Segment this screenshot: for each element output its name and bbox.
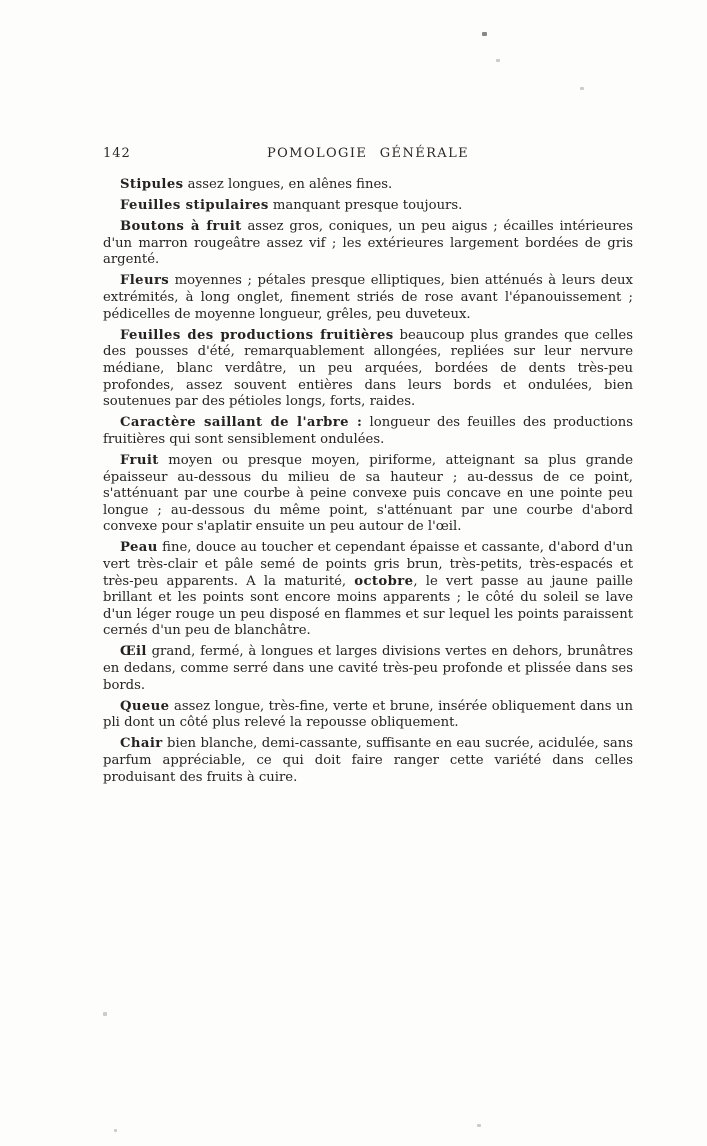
paragraph-text: assez longue, très-fine, verte et brune, insérée obliquement dans un pli dont un côté plus relevé la repousse obliquement. [103, 698, 633, 731]
paragraph [103, 736, 633, 786]
paragraph [103, 540, 633, 640]
paragraph-text: fine, douce au toucher et cependant épaisse et cassante, d'abord d'un vert très-clair et pâle semé de points gris brun, très-petits, très-espacés et très-peu apparents. A la maturité, [103, 540, 633, 589]
scan-speck [496, 59, 500, 62]
paragraph-text: , le vert passe au jaune paille brillant et les points sont encore moins apparents ; le côté du soleil se lave d'un léger rouge un peu disposé en flammes et sur lequel les points paraissent cernés d'un peu de blanchâtre. [103, 573, 633, 639]
paragraph-lead: Feuilles des productions fruitières [120, 327, 394, 343]
paragraph [103, 219, 633, 269]
paragraph-text: manquant presque toujours. [268, 198, 463, 214]
paragraph-lead: Stipules [120, 177, 184, 192]
paragraph [103, 699, 633, 732]
paragraph-lead: Boutons à fruit [120, 219, 242, 235]
paragraph-lead: Peau [120, 540, 158, 556]
paragraph [103, 415, 633, 448]
paragraph-lead: Fleurs [120, 273, 170, 289]
scan-speck [482, 32, 487, 36]
paragraph [103, 453, 633, 536]
page-header [103, 146, 633, 163]
page-number: 142 [103, 146, 131, 161]
page-text [103, 177, 633, 791]
paragraph-lead: octobre [354, 573, 414, 589]
paragraph-lead: Œil [120, 644, 147, 660]
paragraph-text: grand, fermé, à longues et larges divisions vertes en dehors, brunâtres en dedans, comme serré dans une cavité très-peu profonde et plissée dans ses bords. [103, 644, 633, 693]
paragraph-text: assez gros, coniques, un peu aigus ; écailles intérieures d'un marron rougeâtre assez vif ; les extérieures largement bordées de gris argenté. [103, 219, 633, 268]
paragraph-lead: Caractère saillant de l'arbre : [120, 415, 363, 431]
paragraph-lead: Feuilles stipulaires [120, 198, 269, 214]
running-title: POMOLOGIE GÉNÉRALE [266, 146, 470, 161]
paragraph-text: beaucoup plus grandes que celles des pousses d'été, remarquablement allongées, repliées sur leur nervure médiane, blanc verdâtre, un peu arquées, bordées de dents très-peu profondes, assez souvent entières dans leurs bords et ondulées, bien soutenues par des pétioles longs, forts, raides. [103, 327, 633, 410]
scan-speck [114, 1129, 117, 1132]
scan-speck [103, 1012, 107, 1016]
paragraph [103, 198, 633, 215]
paragraph-lead: Chair [120, 736, 163, 752]
paragraph-text: moyen ou presque moyen, piriforme, atteignant sa plus grande épaisseur au-dessous du milieu de sa hauteur ; au-dessus de ce point, s'atténuant par une courbe à peine convexe puis concave en une pointe peu longue ; au-dessous du même point, s'atténuant par une courbe d'abord convexe pour s'aplatir ensuite un peu autour de l'œil. [103, 452, 633, 535]
paragraph [103, 644, 633, 694]
paragraph-text: longueur des feuilles des productions fruitières qui sont sensiblement ondulées. [103, 415, 633, 447]
scan-speck [580, 87, 584, 90]
paragraph-lead: Fruit [120, 452, 159, 468]
paragraph-text: assez longues, en alênes fines. [183, 177, 393, 192]
paragraph [103, 273, 633, 323]
paragraph-text: bien blanche, demi-cassante, suffisante en eau sucrée, acidulée, sans parfum appréciable, ce qui doit faire ranger cette variété dans celles produisant des fruits à cuire. [103, 736, 633, 785]
paragraph [103, 328, 633, 411]
paragraph [103, 177, 633, 194]
scan-speck [477, 1124, 481, 1127]
paragraph-lead: Queue [120, 698, 170, 714]
paragraph-text: moyennes ; pétales presque elliptiques, bien atténués à leurs deux extrémités, à long onglet, finement striés de rose avant l'épanouissement ; pédicelles de moyenne longueur, grêles, peu duveteux. [103, 273, 633, 322]
